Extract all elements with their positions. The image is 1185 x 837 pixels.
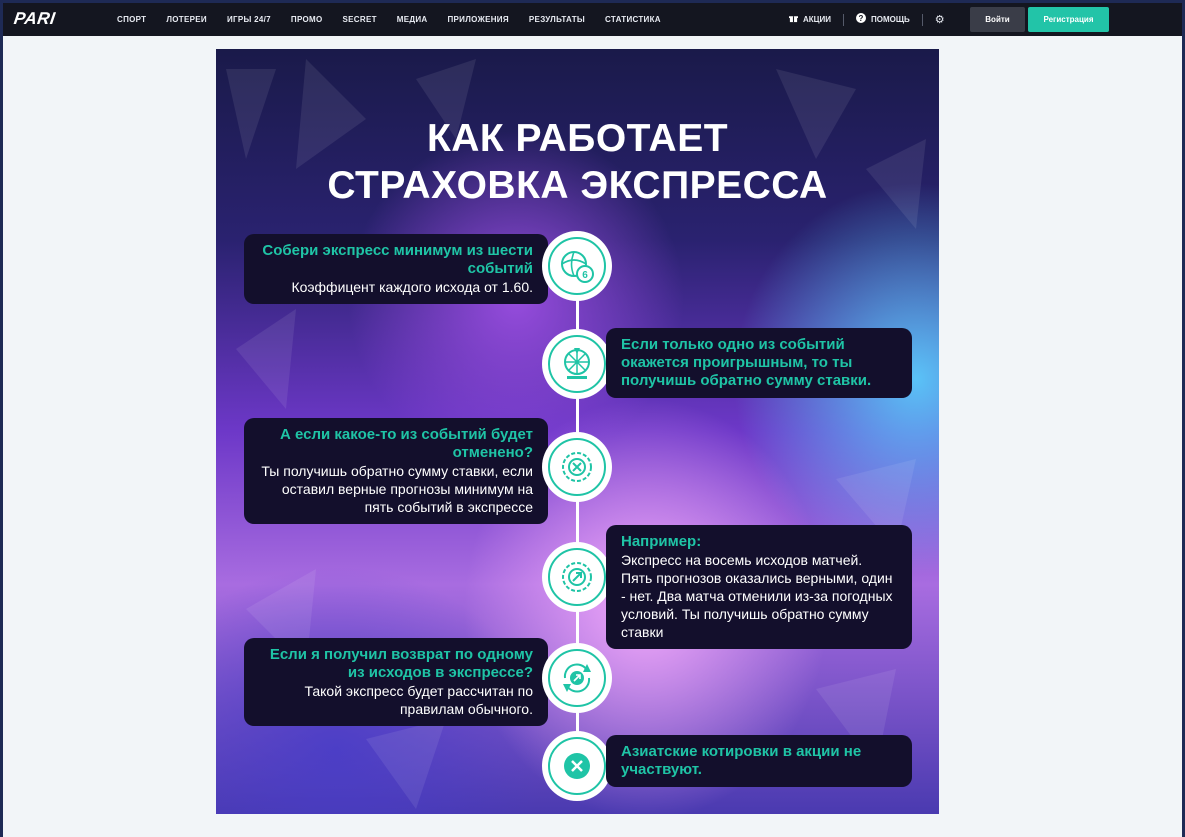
step-1-card [244,234,548,304]
logo-text: PARI [12,9,57,28]
step-2-heading: Если только одно из событий окажется проигрышным, то ты получишь обратно сумму ставки. [621,336,872,389]
chip-cross-icon [557,447,597,487]
step-3-heading: А если какое-то из событий будет отменено? [280,426,533,461]
step-5-circle [542,643,612,713]
step-1-body: Коэффицент каждого исхода от 1.60. [291,279,533,295]
login-button[interactable]: Войти [970,7,1025,32]
title-line-2: СТРАХОВКА ЭКСПРЕССА [327,164,828,207]
chip-arrow-icon [557,557,597,597]
step-5-heading: Если я получил возврат по одному из исходов в экспрессе? [269,646,533,681]
help-label: ПОМОЩЬ [871,15,910,24]
step-4-heading: Например: [621,533,702,550]
step-2-card [606,328,912,398]
help-link[interactable] [856,13,910,26]
step-3-circle [542,432,612,502]
menu-item-results[interactable]: РЕЗУЛЬТАТЫ [528,15,586,24]
step-3-card [244,418,548,524]
menu-item-promo[interactable]: ПРОМО [290,15,323,24]
basketball-6-icon [557,246,597,286]
menu-item-games[interactable]: ИГРЫ 24/7 [226,15,271,24]
step-5-body: Такой экспресс будет рассчитан по правилам обычного. [304,683,533,717]
step-6-card [606,735,912,787]
step-1-heading: Собери экспресс минимум из шести событий [262,242,533,277]
window-frame-left [0,0,3,837]
divider [843,14,844,26]
step-4-card [606,525,912,649]
menu-item-secret[interactable]: SECRET [342,15,377,24]
step-6-heading: Азиатские котировки в акции не участвуют. [621,743,862,778]
menu-item-sport[interactable]: СПОРТ [117,15,147,24]
menu-item-media[interactable]: МЕДИА [396,15,428,24]
express-insurance-banner [216,49,939,814]
cross-circle-icon [557,746,597,786]
promotions-link[interactable] [789,14,831,26]
banner-title [216,115,939,209]
refresh-arrow-icon [557,658,597,698]
gear-icon[interactable]: ⚙ [934,14,945,26]
question-circle-icon [856,13,866,26]
step-2-circle [542,329,612,399]
menu-item-lotteries[interactable]: ЛОТЕРЕИ [166,15,207,24]
step-3-body: Ты получишь обратно сумму ставки, если оставил верные прогнозы минимум на пять событий в экспрессе [261,463,533,515]
right-tools [789,3,945,36]
svg-text:?: ? [858,14,864,23]
top-navbar [3,3,1182,36]
register-button[interactable]: Регистрация [1028,7,1109,32]
menu-item-apps[interactable]: ПРИЛОЖЕНИЯ [447,15,509,24]
step-5-card [244,638,548,726]
menu-item-statistics[interactable]: СТАТИСТИКА [605,15,661,24]
step-4-circle [542,542,612,612]
main-menu [117,3,681,36]
pari-logo[interactable] [14,9,84,29]
gift-icon [789,14,798,26]
title-line-1: КАК РАБОТАЕТ [426,117,729,160]
divider [922,14,923,26]
svg-text:6: 6 [582,270,588,281]
step-4-body: Экспресс на восемь исходов матчей. Пять прогнозов оказались верными, один - нет. Два матча отменили из-за погодных условий. Ты получишь обратно сумму ставки [621,552,893,640]
step-1-circle [542,231,612,301]
wheel-icon [557,344,597,384]
promotions-label: АКЦИИ [803,15,832,24]
step-6-circle [542,731,612,801]
